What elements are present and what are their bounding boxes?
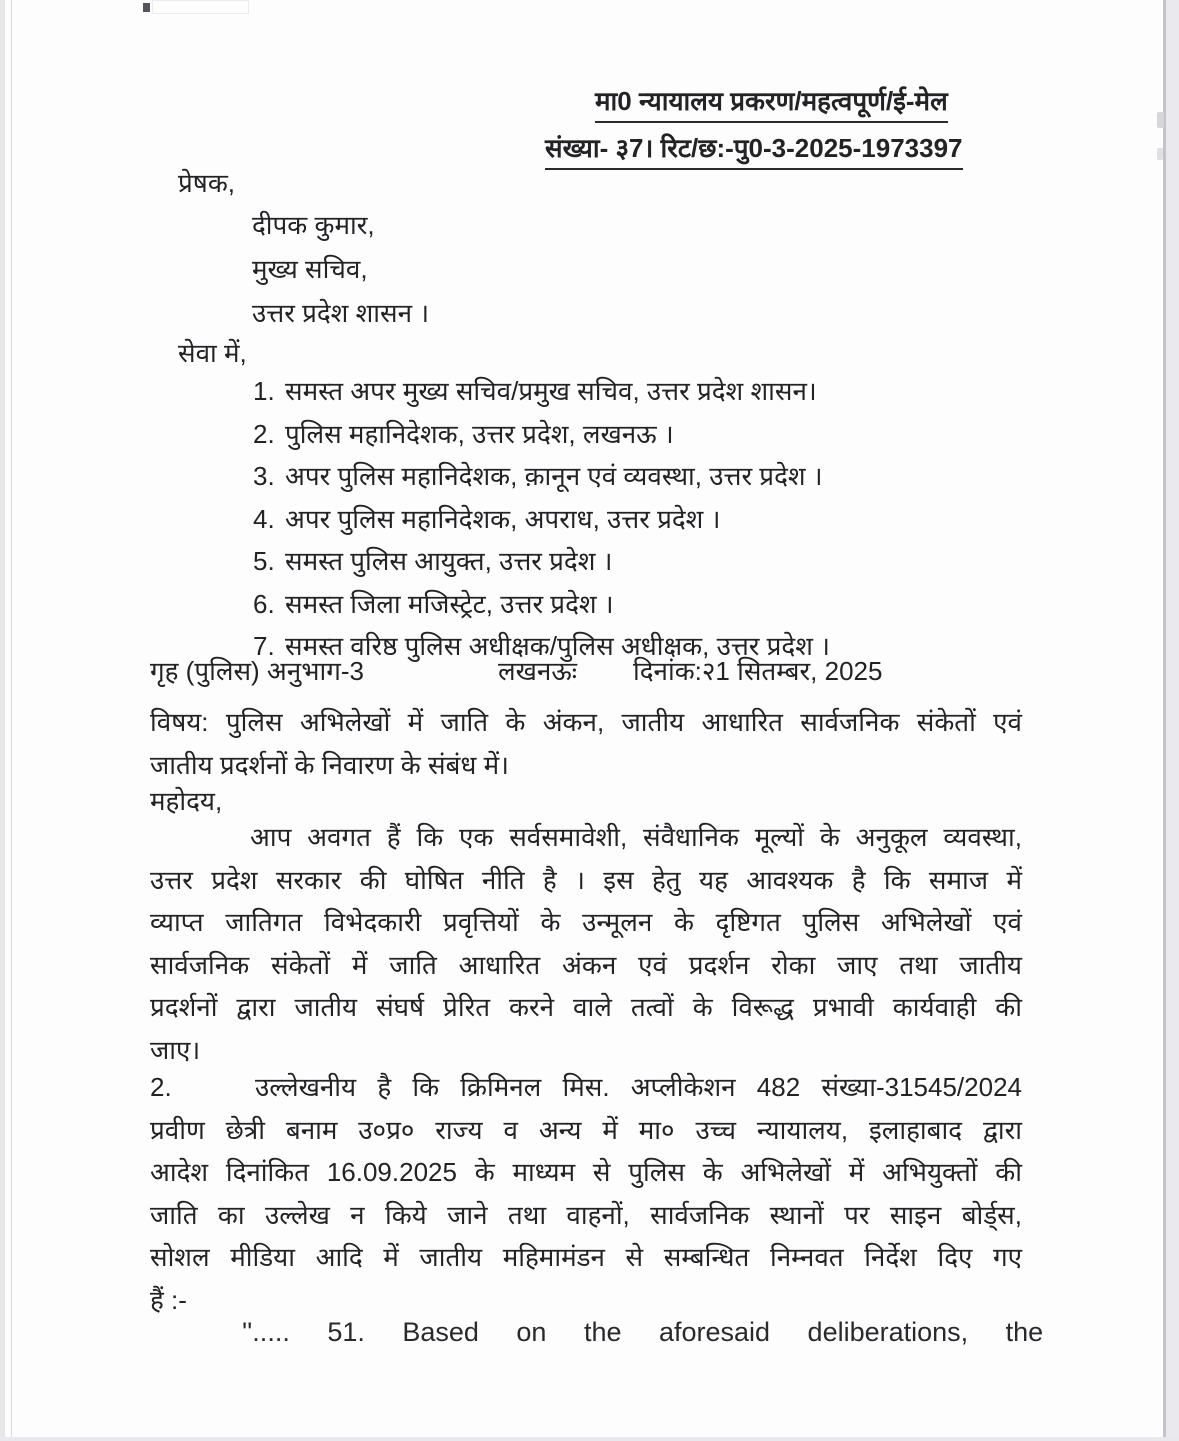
paragraph-1-line: सार्वजनिक संकेतों में जाति आधारित अंकन एवं प्रदर्शन रोका जाए तथा जातीय — [150, 949, 1022, 980]
scan-bottom-edge — [0, 1437, 1179, 1441]
header-classification-text: मा0 न्यायालय प्रकरण/महत्वपूर्ण/ई-मेल — [595, 86, 948, 123]
paragraph-1 — [150, 816, 1022, 1071]
recipient-number: 7. — [253, 631, 275, 661]
paragraph-1-line: आप अवगत हैं कि एक सर्वसमावेशी, संवैधानिक मूल्यों के अनुकूल व्यवस्था, — [250, 822, 1022, 852]
subject-line: विषय: पुलिस अभिलेखों में जाति के अंकन, जातीय आधारित सार्वजनिक संकेतों एवं — [150, 707, 1022, 737]
department-section: गृह (पुलिस) अनुभाग-3 — [150, 656, 364, 686]
subject-line: जातीय प्रदर्शनों के निवारण के संबंध में। — [150, 749, 509, 780]
paragraph-1-line: जाए। — [150, 1034, 201, 1065]
sender-name: दीपक कुमार, — [252, 210, 375, 240]
scan-artifact-box — [152, 0, 249, 14]
recipient-text: अपर पुलिस महानिदेशक, अपराध, उत्तर प्रदेश । — [285, 503, 721, 534]
scan-left-edge — [0, 0, 5, 1441]
paragraph-2-line: हैं :- — [150, 1284, 187, 1315]
recipients-label: सेवा में, — [178, 338, 247, 368]
recipient-text: समस्त पुलिस आयुक्त, उत्तर प्रदेश । — [285, 546, 613, 576]
date: दिनांक:२1 सितम्बर, 2025 — [633, 656, 883, 686]
recipient-text: समस्त अपर मुख्य सचिव/प्रमुख सचिव, उत्तर प्रदेश शासन। — [285, 376, 817, 406]
sender-block — [252, 212, 429, 344]
recipient-item — [253, 378, 1043, 421]
paragraph-2-number: 2. — [150, 1072, 172, 1102]
paragraph-2-line: आदेश दिनांकित 16.09.2025 के माध्यम से पुलिस के अभिलेखों में अभियुक्तों की — [150, 1157, 1022, 1187]
recipient-item — [253, 588, 1043, 634]
recipient-item — [253, 463, 1043, 506]
recipient-number: 3. — [253, 461, 275, 491]
scan-artifact-smudge — [1157, 112, 1164, 128]
scan-right-strip — [1166, 0, 1179, 1441]
meta-row — [150, 658, 1030, 690]
header-classification — [595, 88, 948, 114]
english-quote-text: ''..... 51. Based on the aforesaid deliberations, the — [242, 1317, 1044, 1347]
recipient-number: 4. — [253, 503, 275, 534]
recipient-item — [253, 503, 1043, 549]
subject — [150, 701, 1022, 786]
recipient-text: समस्त वरिष्ठ पुलिस अधीक्षक/पुलिस अधीक्षक, उत्तर प्रदेश । — [285, 631, 830, 661]
recipient-number: 1. — [253, 376, 275, 406]
paragraph-2 — [150, 1066, 1022, 1321]
recipient-number: 2. — [253, 418, 275, 449]
recipient-number: 6. — [253, 588, 275, 619]
paragraph-2-line — [150, 1066, 1022, 1109]
place: लखनऊः — [498, 656, 577, 686]
sender-organization: उत्तर प्रदेश शासन । — [252, 298, 430, 328]
recipient-text: अपर पुलिस महानिदेशक, क़ानून एवं व्यवस्था, उत्तर प्रदेश । — [285, 461, 823, 491]
paragraph-2-line: सोशल मीडिया आदि में जातीय महिमामंडन से सम्बन्धित निम्नवत निर्देश दिए गए — [150, 1242, 1022, 1272]
recipient-number: 5. — [253, 546, 275, 576]
recipient-text: समस्त जिला मजिस्ट्रेट, उत्तर प्रदेश । — [285, 588, 614, 619]
paragraph-1-line: उत्तर प्रदेश सरकार की घोषित नीति है । इस हेतु यह आवश्यक है कि समाज में — [150, 864, 1022, 895]
sender-title: मुख्य सचिव, — [252, 254, 368, 284]
scan-left-line — [11, 0, 12, 1441]
recipients-list — [253, 378, 1043, 676]
recipient-item — [253, 418, 1043, 464]
scan-artifact-smudge-2 — [1157, 148, 1163, 160]
sender-label: प्रेषक, — [178, 168, 236, 198]
recipient-text: पुलिस महानिदेशक, उत्तर प्रदेश, लखनऊ । — [285, 418, 674, 449]
english-quote — [150, 1312, 1044, 1352]
salutation: महोदय, — [150, 786, 223, 816]
paragraph-1-line: प्रदर्शनों द्वारा जातीय संघर्ष प्रेरित करने वाले तत्वों के विरूद्ध प्रभावी कार्यवाही की — [150, 992, 1022, 1022]
paragraph-2-line: जाति का उल्लेख न किये जाने तथा वाहनों, सार्वजनिक स्थानों पर साइन बोर्ड्स, — [150, 1199, 1022, 1230]
header-reference-number-text: संख्या- ३7। रिट/छ:-पु0-3-2025-1973397 — [545, 133, 963, 170]
paragraph-1-line: व्याप्त जातिगत विभेदकारी प्रवृत्तियों के उन्मूलन के दृष्टिगत पुलिस अभिलेखों एवं — [150, 907, 1022, 937]
scan-artifact-dot — [143, 3, 150, 12]
paragraph-2-text: उल्लेखनीय है कि क्रिमिनल मिस. अप्लीकेशन 482 संख्या-31545/2024 — [255, 1072, 1022, 1102]
recipient-item — [253, 548, 1043, 591]
header-reference-number — [545, 135, 963, 161]
paragraph-2-line: प्रवीण छेत्री बनाम उ०प्र० राज्य व अन्य में मा० उच्च न्यायालय, इलाहाबाद द्वारा — [150, 1114, 1022, 1145]
